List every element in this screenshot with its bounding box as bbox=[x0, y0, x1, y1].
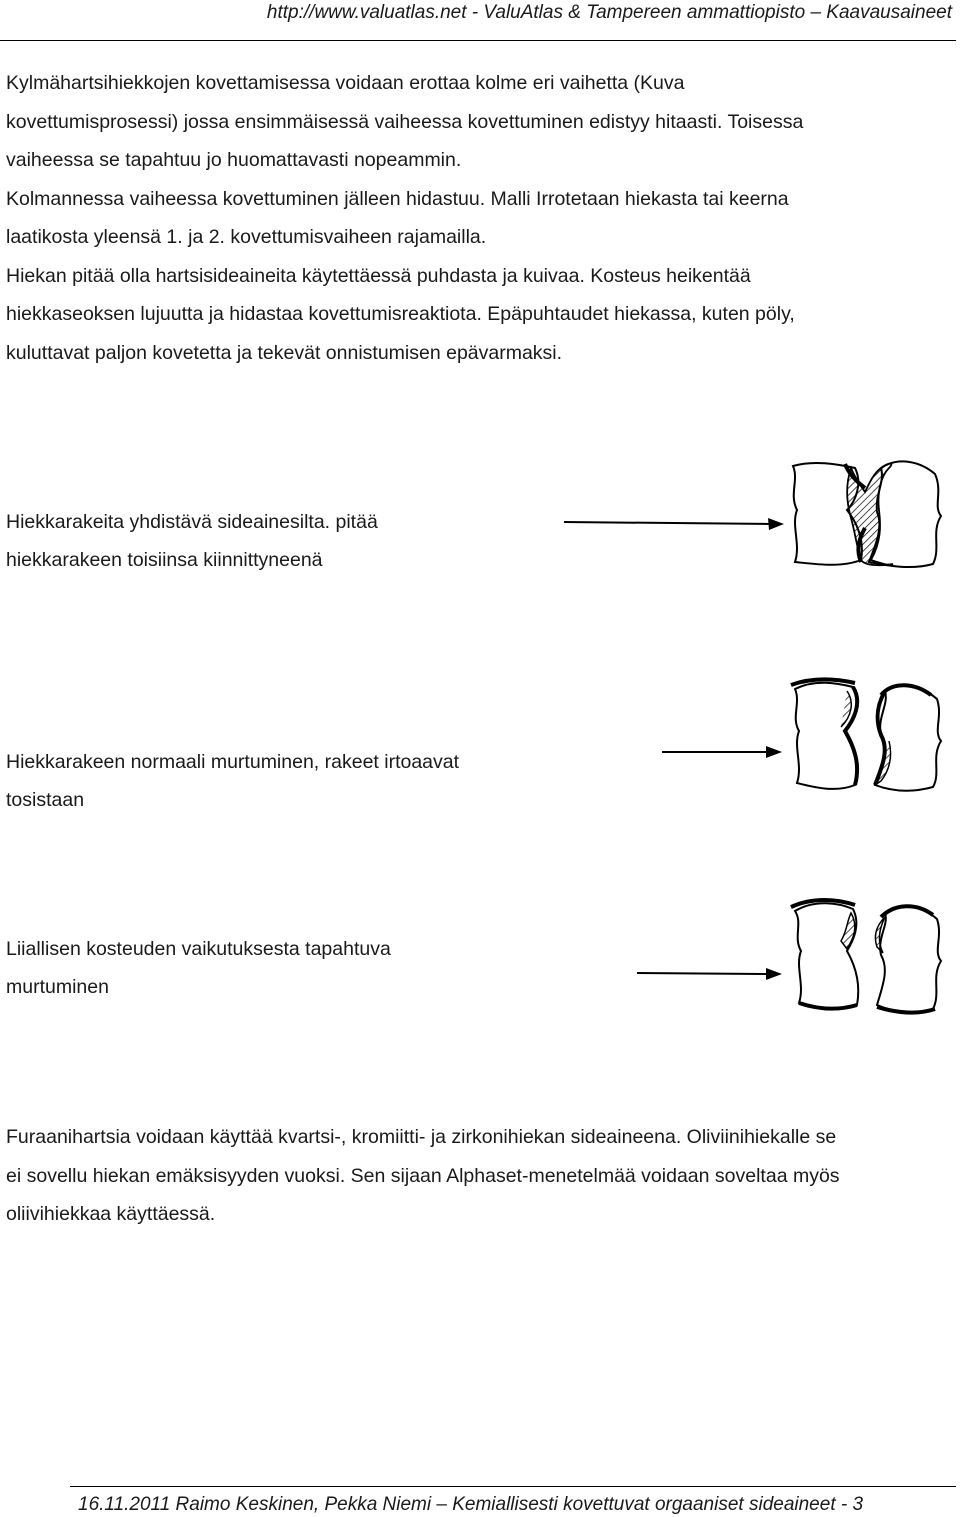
arrow-right-icon bbox=[660, 740, 785, 764]
closing-line: Furaanihartsia voidaan käyttää kvartsi-, kromiitti- ja zirkonihiekan sideaineena. Oliviinihiekalle se bbox=[6, 1126, 837, 1148]
intro-line: kuluttavat paljon kovetetta ja tekevät onnistumisen epävarmaksi. bbox=[6, 341, 563, 364]
figure-1-line: Hiekkarakeita yhdistävä sideainesilta. pitää bbox=[6, 511, 378, 533]
arrow-right-icon bbox=[635, 961, 785, 985]
figure-2-line: Hiekkarakeen normaali murtuminen, rakeet irtoaavat bbox=[6, 751, 460, 773]
intro-line: Hiekan pitää olla hartsisideaineita käytettäessä puhdasta ja kuivaa. Kosteus heikentää bbox=[6, 264, 751, 287]
figure-1-line: hiekkarakeen toisiinsa kiinnittyneenä bbox=[6, 549, 323, 571]
footer-text: 16.11.2011 Raimo Keskinen, Pekka Niemi – Kemiallisesti kovettuvat orgaaniset sideaineet - 3 bbox=[78, 1494, 864, 1515]
intro-paragraph bbox=[6, 64, 803, 372]
closing-line: ei sovellu hiekan emäksisyyden vuoksi. Sen sijaan Alphaset-menetelmää voidaan soveltaa myös bbox=[6, 1164, 840, 1187]
intro-line: kovettumisprosessi) jossa ensimmäisessä vaiheessa kovettuminen edistyy hitaasti. Toisessa bbox=[6, 110, 804, 133]
normal-fracture-icon bbox=[785, 675, 950, 800]
figure-3-line: Liiallisen kosteuden vaikutuksesta tapahtuva bbox=[6, 938, 391, 960]
figure-2-line: tosistaan bbox=[6, 789, 85, 811]
arrow-right-icon bbox=[562, 510, 787, 534]
figure-2-caption bbox=[6, 743, 459, 819]
figure-1-caption bbox=[6, 503, 378, 579]
intro-line: Kylmähartsihiekkojen kovettamisessa voidaan erottaa kolme eri vaihetta (Kuva bbox=[6, 72, 685, 94]
closing-line: oliivihiekkaa käyttäessä. bbox=[6, 1203, 216, 1225]
page-footer bbox=[70, 1486, 956, 1517]
intro-line: Kolmannessa vaiheessa kovettuminen jälleen hidastuu. Malli Irrotetaan hiekasta tai keerna bbox=[6, 187, 789, 210]
intro-line: laatikosta yleensä 1. ja 2. kovettumisvaiheen rajamailla. bbox=[6, 226, 487, 248]
intro-line: hiekkaseoksen lujuutta ja hidastaa kovettumisreaktiota. Epäpuhtaudet hiekassa, kuten pöly, bbox=[6, 303, 795, 325]
header-text: http://www.valuatlas.net - ValuAtlas & Tampereen ammattiopisto – Kaavausaineet bbox=[266, 2, 952, 23]
figure-3-line: murtuminen bbox=[6, 976, 109, 998]
closing-paragraph bbox=[6, 1118, 840, 1234]
page-header bbox=[0, 0, 956, 41]
moisture-fracture-icon bbox=[785, 895, 950, 1020]
bonded-grains-icon bbox=[785, 452, 950, 577]
figure-3-caption bbox=[6, 930, 391, 1006]
intro-line: vaiheessa se tapahtuu jo huomattavasti nopeammin. bbox=[6, 149, 462, 171]
